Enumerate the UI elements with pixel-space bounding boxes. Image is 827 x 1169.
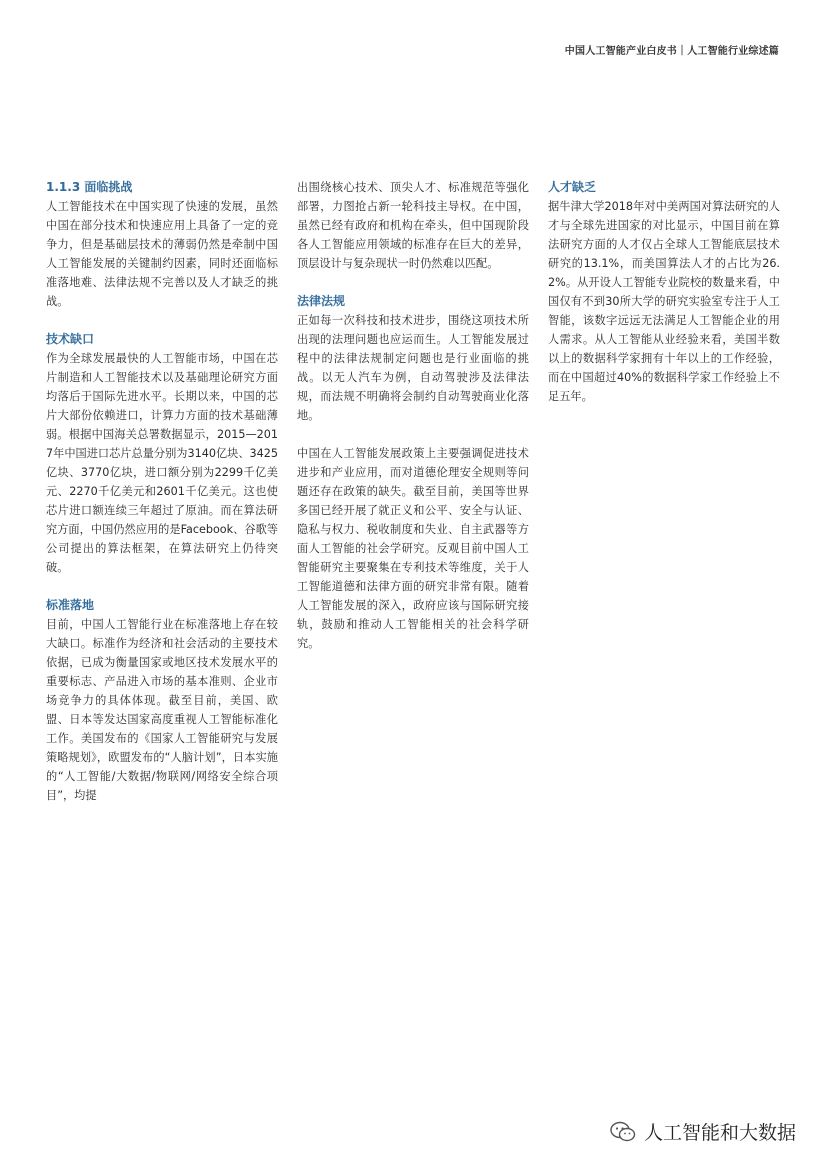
heading-law: 法律法规 bbox=[297, 294, 346, 308]
heading-tech-gap: 技术缺口 bbox=[46, 332, 95, 346]
heading-standards: 标准落地 bbox=[46, 598, 95, 612]
wechat-icon bbox=[610, 1121, 636, 1143]
watermark bbox=[610, 1118, 796, 1145]
standards-paragraph: 目前，中国人工智能行业在标准落地上存在较大缺口。标准作为经济和社会活动的主要技术依据，已成为衡量国家或地区技术发展水平的重要标志、产品进入市场的基本准则、企业市场竞争力的具体体现。截至目前，美国、欧盟、日本等发达国家高度重视人工智能标准化工作。美国发布的《国家人工智能研究与发展策略规划》，欧盟发布的“人脑计划”，日本实施的“人工智能/大数据/物联网/网络安全综合项目”，均提 bbox=[46, 618, 278, 802]
watermark-text: 人工智能和大数据 bbox=[644, 1122, 797, 1144]
talent-paragraph: 据牛津大学2018年对中美两国对算法研究的人才与全球先进国家的对比显示，中国目前在算法研究方面的人才仅占全球人工智能底层技术研究的13.1%，而美国算法人才的占比为26.2%。从开设人工智能专业院校的数量来看，中国仅有不到30所大学的研究实验室专注于人工智能，该数字远远无法满足人工智能企业的用人需求。从人工智能从业经验来看，美国半数以上的数据科学家拥有十年以上的工作经验，而在中国超过40%的数据科学家工作经验上不足五年。 bbox=[548, 200, 780, 403]
section-heading-challenges: 1.1.3 面临挑战 bbox=[46, 180, 133, 194]
tech-gap-paragraph: 作为全球发展最快的人工智能市场，中国在芯片制造和人工智能技术以及基础理论研究方面均落后于国际先进水平。长期以来，中国的芯片大部份依赖进口，计算力方面的技术基础薄弱。根据中国海关总署数据显示，2015—2017年中国进口芯片总量分别为3140亿块、3425亿块、3770亿块，进口额分别为2299千亿美元、2270千亿美元和2601千亿美元。这也使芯片进口额连续三年超过了原油。而在算法研究方面，中国仍然应用的是Facebook、谷歌等公司提出的算法框架，在算法研究上仍待突破。 bbox=[46, 352, 278, 574]
column-left bbox=[46, 178, 278, 805]
law-paragraph-2: 中国在人工智能发展政策上主要强调促进技术进步和产业应用，而对道德伦理安全规则等问题还存在政策的缺失。截至目前，美国等世界多国已经开展了就正义和公平、安全与认证、隐私与权力、税收制度和失业、自主武器等方面人工智能的社会学研究。反观目前中国人工智能研究主要聚集在专利技术等维度，关于人工智能道德和法律方面的研究非常有限。随着人工智能发展的深入，政府应该与国际研究接轨，鼓励和推动人工智能相关的社会科学研究。 bbox=[297, 447, 529, 650]
intro-paragraph: 人工智能技术在中国实现了快速的发展，虽然中国在部分技术和快速应用上具备了一定的竞争力，但是基础层技术的薄弱仍然是牵制中国人工智能发展的关键制约因素，同时还面临标准落地难、法律法规不完善以及人才缺乏的挑战。 bbox=[46, 200, 278, 308]
page-header-title: 中国人工智能产业白皮书｜人工智能行业综述篇 bbox=[564, 46, 779, 57]
column-middle bbox=[297, 178, 529, 653]
column-right bbox=[548, 178, 780, 406]
law-paragraph-1: 正如每一次科技和技术进步，围绕这项技术所出现的法理问题也应运而生。人工智能发展过程中的法律法规制定问题也是行业面临的挑战。以无人汽车为例，自动驾驶涉及法律法规，而法规不明确将会制约自动驾驶商业化落地。 bbox=[297, 314, 529, 422]
standards-paragraph-continued: 出围绕核心技术、顶尖人才、标准规范等强化部署，力图抢占新一轮科技主导权。在中国，虽然已经有政府和机构在牵头，但中国现阶段各人工智能应用领域的标准存在巨大的差异，顶层设计与复杂现状一时仍然难以匹配。 bbox=[297, 181, 529, 270]
heading-talent: 人才缺乏 bbox=[548, 180, 597, 194]
